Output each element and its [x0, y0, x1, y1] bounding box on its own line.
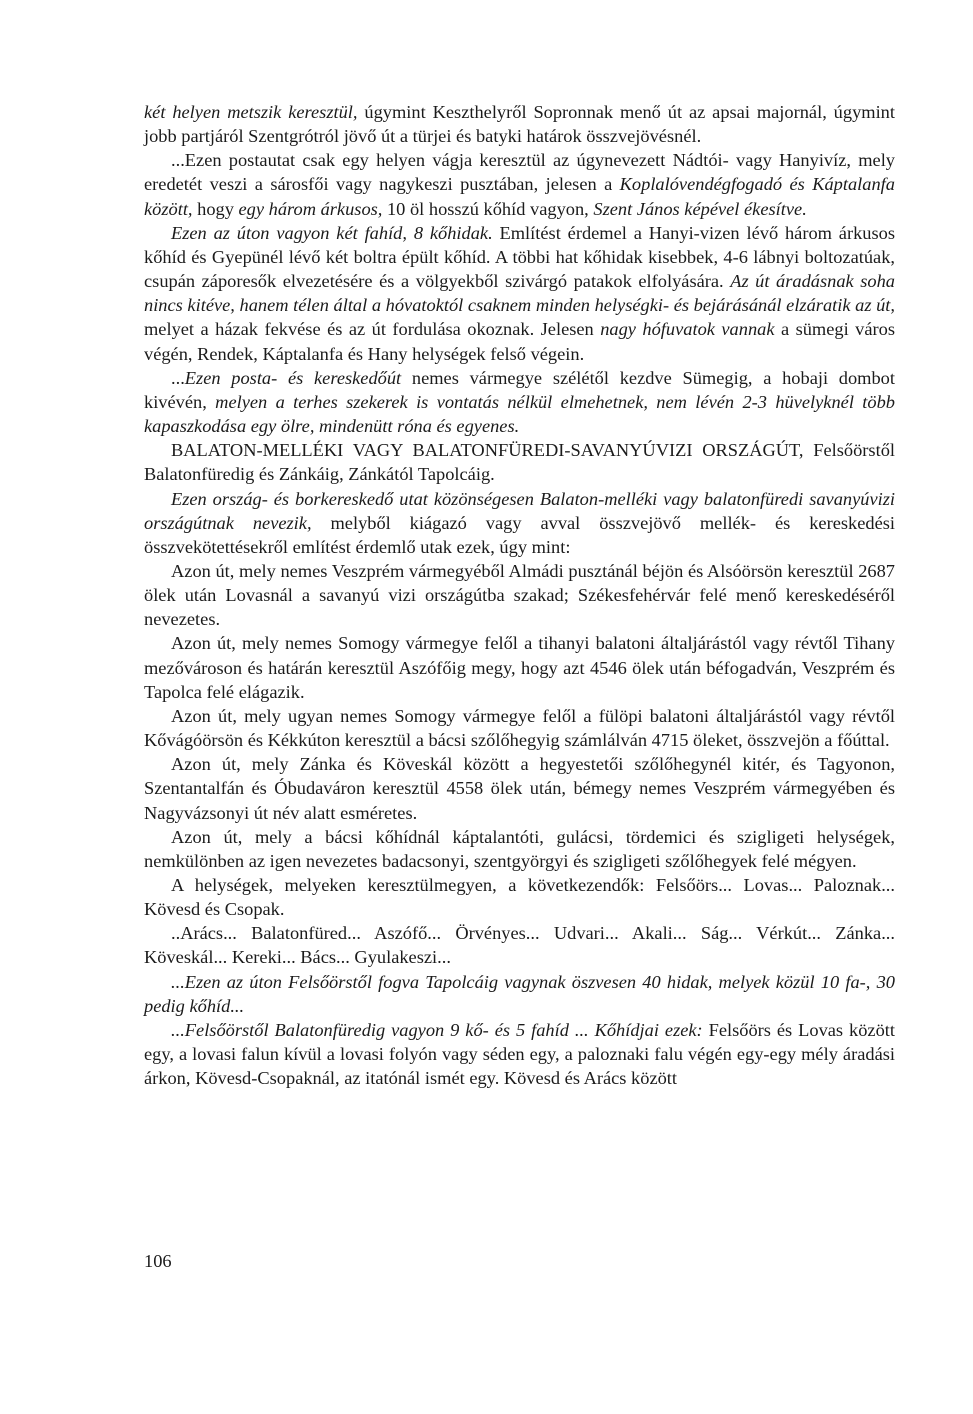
text-run: úgymint Keszthelyről Sopronnak menő út az apsai majornál, úgymint jobb partjáról Szentgrótról jövő út a türjei és batyki határok összvejövésnél. — [144, 102, 895, 147]
italic-text: Szent János képével ékesítve. — [593, 198, 807, 219]
paragraph — [144, 752, 895, 824]
italic-text: nagy hófuvatok vannak — [600, 319, 775, 340]
paragraph — [144, 366, 895, 438]
text-run: hogy — [192, 198, 239, 219]
paragraph — [144, 100, 895, 148]
text-run: Azon út, mely nemes Veszprém vármegyéből Almádi pusztánál béjön és Alsóörsön keresztül 2687 ölek után Lovasnál a savanyú vizi országútba szakad; Székesfehérvár felé menő kereskedéséről nevezetes. — [144, 560, 895, 630]
paragraph — [144, 148, 895, 220]
text-run: melyet a házak fekvése és az út fordulása okoznak. Jelesen — [144, 319, 601, 340]
italic-text: Ezen az úton vagyon két fahíd, 8 kőhidak. — [171, 222, 493, 243]
paragraph — [144, 631, 895, 703]
paragraph — [144, 970, 895, 1018]
italic-text: Az út áradásnak soha nincs kitéve, hanem télen által a hóvatoktól csaknem minden helységki- és bejárásánál elzáratik az út, — [144, 271, 895, 316]
text-run: melyből kiágazó vagy avval összvejövő mellék- és kereskedési összvekötettésekről említést érdemlő utak ezek, úgy mint: — [144, 512, 895, 557]
text-run: BALATON-MELLÉKI VAGY BALATONFÜREDI-SAVANYÚVIZI ORSZÁGÚT, Felsőörstől Balatonfüredig és Zánkáig, Zánkától Tapolcáig. — [144, 440, 895, 485]
page-number: 106 — [144, 1251, 172, 1271]
italic-text: egy három árkusos, — [238, 198, 383, 219]
text-run: a sümegi város végén, Rendek, Káptalanfa és Hany helységek felső végein. — [144, 319, 895, 364]
italic-text: két helyen metszik keresztül, — [144, 102, 358, 122]
text-run: ... — [171, 367, 185, 388]
italic-text: melyen a terhes szekerek is vontatás nélkül elmehetnek, nem lévén 2-3 hüvelyknél több kapaszkodása egy ölre, mindenütt róna és egyenes. — [144, 391, 895, 437]
text-run: Azon út, mely Zánka és Köveskál között a hegyestetői szőlőhegynél kitér, és Tagyonon, Szentantalfán és Óbudaváron keresztül 4558 ölek után, bémegy nemes Veszprém vármegyében és Nagyvázsonyi út név alatt esméretes. — [144, 754, 895, 823]
text-run: ...Ezen postautat csak egy helyen vágja keresztül az úgynevezett Nádtói- vagy Hanyivíz, mely eredetét veszi a sárosfői vagy nagykeszi pusztában, jelesen a — [144, 150, 895, 195]
italic-text: Ezen posta- és kereskedőút — [184, 367, 402, 388]
text-run: nemes vármegye szélétől kezdve Sümegig, a hobaji dombot kivévén, — [144, 367, 895, 412]
paragraph — [144, 559, 895, 631]
paragraph — [144, 825, 895, 873]
paragraph — [144, 487, 895, 559]
paragraph — [144, 921, 895, 969]
text-run: ..Arács... Balatonfüred... Aszófő... Örvényes... Udvari... Akali... Ság... Vérkút... Zánka... Köveskál... Kereki... Bács... Gyulakeszi... — [144, 923, 895, 968]
italic-text: ...Felsőörstől Balatonfüredig vagyon 9 kő- és 5 fahíd ... Kőhídjai ezek: — [171, 1019, 703, 1040]
text-run: A helységek, melyeken keresztülmegyen, a következendők: Felsőörs... Lovas... Paloznak... Kövesd és Csopak. — [144, 875, 895, 920]
paragraph — [144, 221, 895, 366]
paragraph — [144, 438, 895, 486]
text-run: Felsőörs és Lovas között egy, a lovasi falun kívül a lovasi folyón vagy séden egy, a paloznaki falu végén egy-egy mély áradási árkon, Kövesd-Csopaknál, az itatónál ismét egy. Kövesd és Arács között — [144, 1019, 895, 1089]
body-text — [144, 100, 895, 1090]
text-run: Azon út, mely a bácsi kőhídnál káptalantóti, gulácsi, tördemici és szigligeti helységek, nemkülönben az igen nevezetes badacsonyi, szentgyörgyi és szigligeti szőlőhegyek felé mégyen. — [144, 826, 895, 871]
paragraph — [144, 1018, 895, 1090]
italic-text: Ezen ország- és borkereskedő utat közönségesen Balaton-melléki vagy balatonfüredi savanyúvizi országútnak nevezik, — [144, 488, 895, 533]
paragraph — [144, 873, 895, 921]
paragraph — [144, 704, 895, 752]
italic-text: ...Ezen az úton Felsőörstől fogva Tapolcáig vagynak öszvesen 40 hidak, melyek közül 10 fa-, 30 pedig kőhíd... — [144, 971, 895, 1016]
italic-text: Koplalóvendégfogadó és Káptalanfa között, — [144, 174, 895, 219]
text-run: 10 öl hosszú kőhíd vagyon, — [382, 198, 594, 219]
text-run: Említést érdemel a Hanyi-vizen lévő három árkusos kőhíd és Gyepünél lévő két boltra épült kőhíd. A többi hat kőhidak kisebbek, 4-6 lábnyi boltozatúak, csupán záporesők elvezetésére és a völgyekből szivárgó patakok elfolyására. — [144, 222, 895, 292]
text-run: Azon út, mely nemes Somogy vármegye felől a tihanyi balatoni általjárástól vagy révtől Tihany mezővároson és határán keresztül Aszófőig megy, hogy azt 4546 ölek után béfogadván, Veszprém és Tapolca felé elágazik. — [144, 633, 895, 702]
text-run: Azon út, mely ugyan nemes Somogy vármegye felől a fülöpi balatoni általjárástól vagy révtől Kővágóörsön és Kékkúton keresztül a bácsi szőlőhegyig számlálván 4715 öleket, összvejön a főúttal. — [144, 705, 895, 751]
